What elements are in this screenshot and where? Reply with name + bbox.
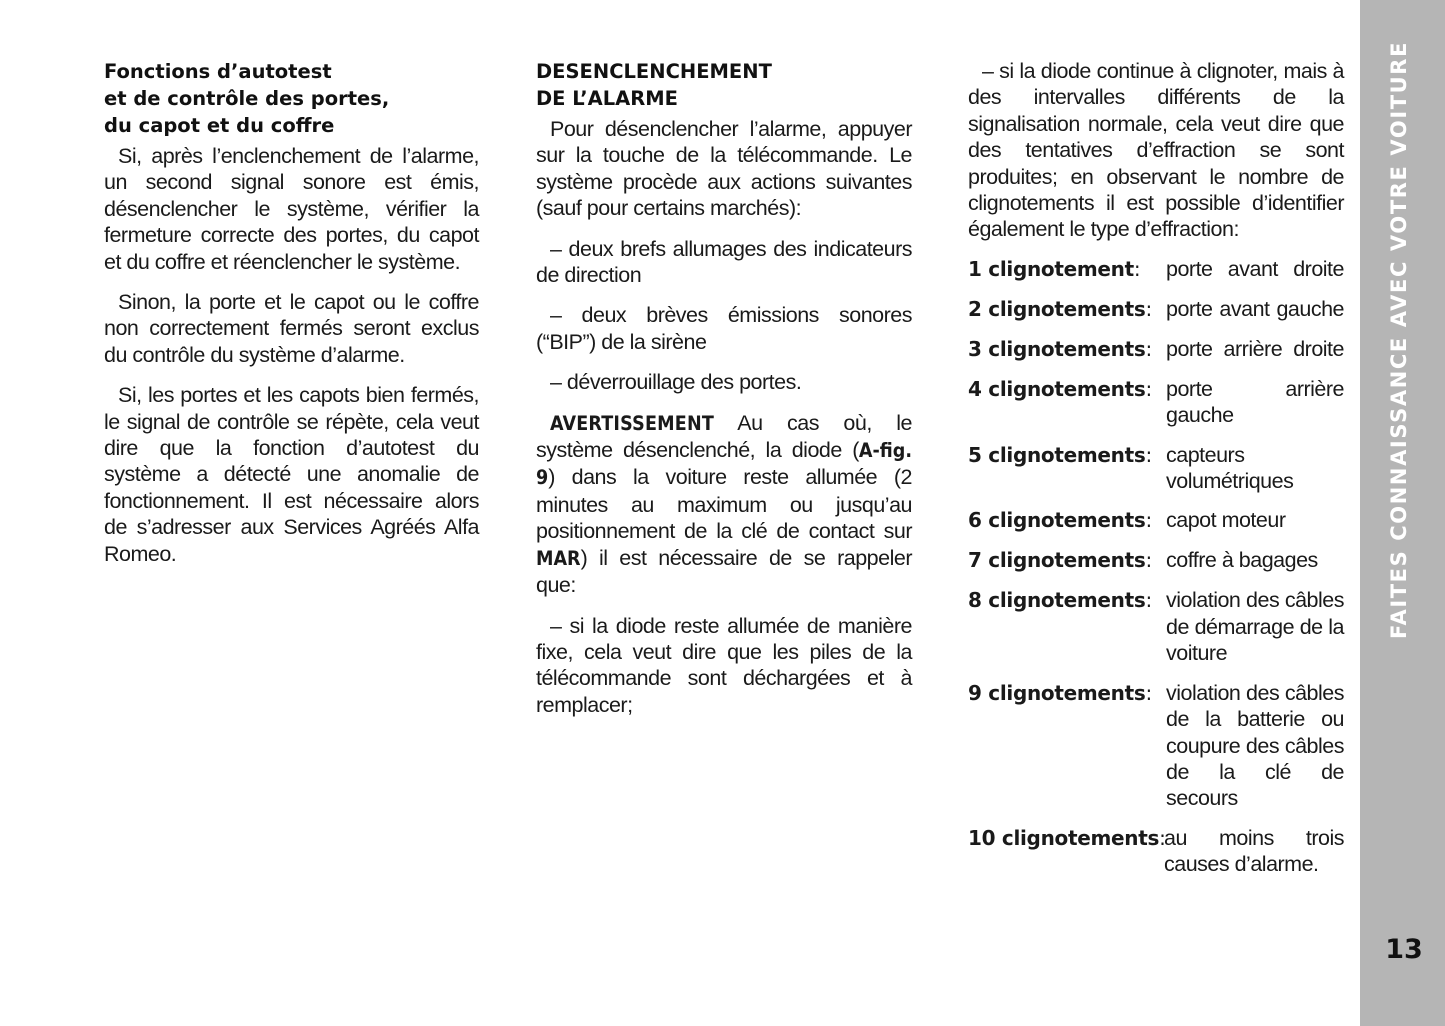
list-item: – deux brèves émissions sonores (“BIP”) de la sirène [536, 303, 912, 354]
heading-line: du capot et du coffre [104, 114, 335, 137]
blink-count [968, 824, 1164, 878]
colon: : [1145, 588, 1152, 613]
chapter-title: FAITES CONNAISSANCE AVEC VOTRE VOITURE [1387, 40, 1411, 640]
blink-count-text: 7 clignotements [968, 548, 1146, 573]
blink-count [968, 506, 1166, 534]
blink-count-text: 2 clignotements [968, 296, 1146, 321]
blink-count [968, 375, 1166, 429]
column-1 [104, 58, 479, 581]
blink-row [968, 295, 1344, 323]
blink-count [968, 679, 1166, 812]
blink-count [968, 295, 1166, 323]
blink-count-text: 10 clignotements [968, 825, 1160, 850]
blink-meaning: au moins trois causes d’alarme. [1164, 825, 1344, 877]
blink-meaning: capot moteur [1166, 508, 1286, 533]
colon: : [1133, 256, 1141, 281]
blink-meaning: coffre à bagages [1166, 548, 1318, 573]
blink-count-text: 6 clignotements [968, 508, 1146, 533]
blink-meaning: porte avant droite [1166, 256, 1344, 281]
blink-count-text: 9 clignotements [968, 680, 1146, 705]
blink-meaning: porte arrière gauche [1166, 376, 1344, 428]
heading-line: Fonctions d’autotest [104, 60, 332, 83]
colon: : [1145, 376, 1152, 401]
paragraph: Si, après l’enclenchement de l’alarme, un second signal sonore est émis, désenclencher le système, vérifier la fermeture correcte des portes, du capot et du coffre et réenclencher le système. [104, 144, 479, 274]
warning-paragraph [536, 410, 912, 599]
heading-line: DE L’ALARME [536, 87, 678, 110]
key-position: MAR [536, 546, 581, 570]
paragraph: Sinon, la porte et le capot ou le coffre non correctement fermés seront exclus du contrôle du système d’alarme. [104, 290, 479, 367]
section-heading-autotest [104, 58, 479, 139]
blink-row [968, 506, 1344, 534]
blink-row [968, 375, 1344, 429]
colon: : [1145, 508, 1152, 533]
section-heading-desenclenchement [536, 58, 912, 112]
blink-meaning: violation des câbles de la batterie ou coupure des câbles de la clé de secours [1166, 680, 1344, 811]
blink-count [968, 255, 1166, 283]
blink-row [968, 441, 1344, 495]
page-number: 13 [1385, 934, 1423, 965]
blink-count [968, 546, 1166, 574]
colon: : [1145, 336, 1152, 361]
colon: : [1145, 442, 1152, 467]
list-item: – déverrouillage des portes. [550, 370, 802, 395]
blink-row [968, 824, 1344, 878]
blink-meaning: porte avant gauche [1166, 296, 1344, 321]
list-item: – deux brefs allumages des indicateurs de direction [536, 236, 912, 288]
list-item: – si la diode reste allumée de manière fixe, cela veut dire que les piles de la télécommande sont déchargées et à remplacer; [536, 613, 912, 717]
blink-meaning: violation des câbles de démarrage de la voiture [1166, 588, 1344, 666]
heading-line: et de contrôle des portes, [104, 87, 390, 110]
blink-row [968, 255, 1344, 283]
heading-line: DESENCLENCHEMENT [536, 60, 772, 83]
blink-row [968, 546, 1344, 574]
blink-row [968, 335, 1344, 363]
colon: : [1145, 548, 1152, 573]
paragraph: Si, les portes et les capots bien fermés, le signal de contrôle se répète, cela veut dire que la fonction d’autotest du système a détecté une anomalie de fonctionnement. Il est nécessaire alors de s’adresser aux Services Agréés Alfa Romeo. [104, 383, 479, 566]
blink-count-text: 4 clignotements [968, 376, 1146, 401]
blink-count [968, 335, 1166, 363]
paragraph: – si la diode continue à clignoter, mais à des intervalles différents de la signalisation normale, cela veut dire que des tentatives d’effraction se sont produites; en observant le nombre de clignotements il est possible d’identifier également le type d’effraction: [968, 59, 1344, 242]
blink-count-text: 5 clignotements [968, 442, 1146, 467]
blink-count [968, 441, 1166, 495]
colon: : [1159, 825, 1166, 850]
warning-label: AVERTISSEMENT [550, 411, 715, 435]
column-3 [968, 58, 1344, 890]
blink-meaning: porte arrière droite [1166, 336, 1344, 361]
colon: : [1145, 680, 1152, 705]
warning-text: ) il est nécessaire de se rappeler que: [536, 545, 912, 598]
blink-row [968, 586, 1344, 666]
warning-text: ) dans la voiture reste allumée (2 minutes au maximum ou jusqu’au positionnement de la clé de contact sur [536, 465, 912, 544]
blink-row [968, 679, 1344, 812]
column-2 [536, 58, 912, 732]
blink-count [968, 586, 1166, 666]
figure-reference: A-fig. 9 [536, 439, 912, 490]
paragraph: Pour désenclencher l’alarme, appuyer sur la touche de la télécommande. Le système procède aux actions suivantes (sauf pour certains marchés): [536, 117, 912, 221]
blink-count-text: 1 clignotement [968, 256, 1134, 281]
blink-count-text: 3 clignotements [968, 336, 1146, 361]
blink-count-text: 8 clignotements [968, 588, 1146, 613]
warning-text: Au cas où, le système désenclenché, la diode ( [536, 410, 912, 463]
blink-meaning: capteurs volumétriques [1166, 442, 1294, 494]
colon: : [1145, 296, 1152, 321]
